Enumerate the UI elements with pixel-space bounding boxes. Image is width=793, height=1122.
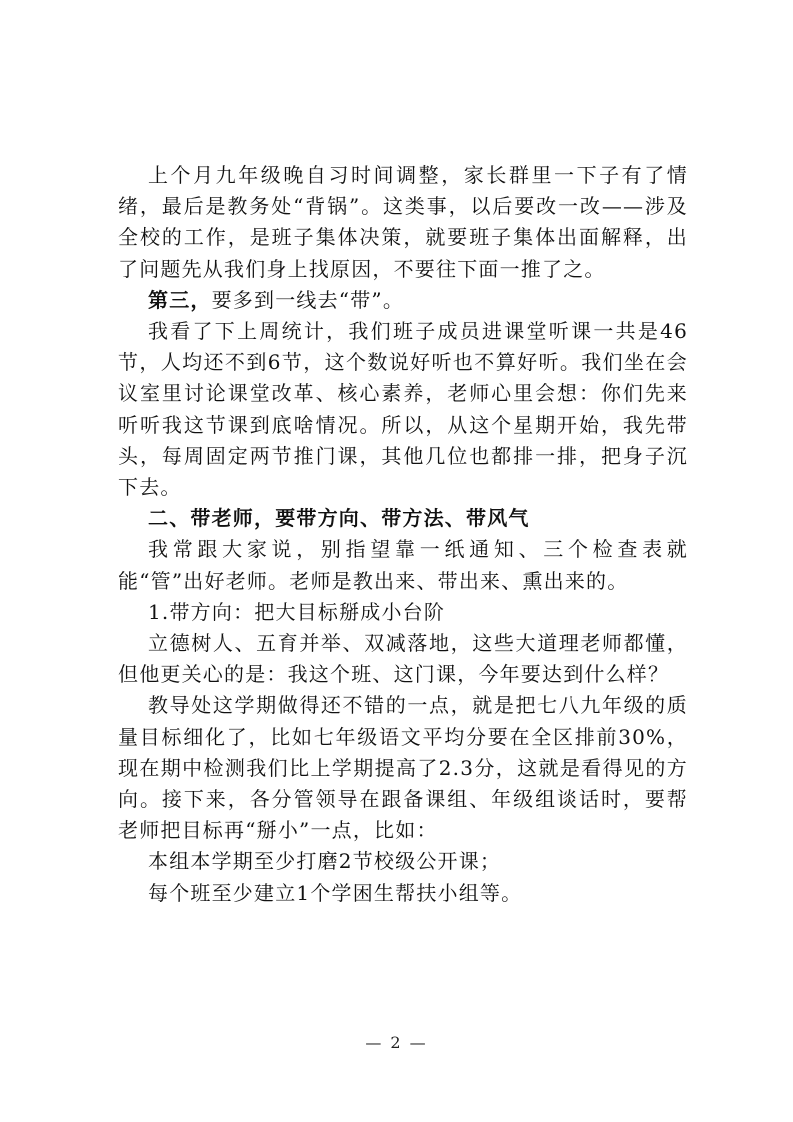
paragraph-example-support-groups: 每个班至少建立1个学困生帮扶小组等。 bbox=[148, 880, 523, 905]
paragraph-example-open-lessons: 本组本学期至少打磨2节校级公开课； bbox=[148, 849, 502, 874]
paragraph-third-point bbox=[118, 285, 688, 316]
paragraph-responsibility: 上个月九年级晚自习时间调整，家长群里一下子有了情绪，最后是教务处“背锅”。这类事，以后要改一改——涉及全校的工作，是班子集体决策，就要班子集体出面解释，出了问题先从我们身上找原因，不要往下面一推了之。 bbox=[118, 163, 688, 281]
third-point-label: 第三， bbox=[148, 287, 212, 312]
paragraph-big-principles: 立德树人、五育并举、双减落地，这些大道理老师都懂，但他更关心的是：我这个班、这门课，今年要达到什么样？ bbox=[118, 631, 688, 687]
third-point-text: 要多到一线去“带”。 bbox=[211, 287, 405, 312]
paragraph-teacher-growth: 我常跟大家说，别指望靠一纸通知、三个检查表就能“管”出好老师。老师是教出来、带出来、熏出来的。 bbox=[118, 537, 688, 593]
page-number: — 2 — bbox=[365, 1033, 428, 1052]
paragraph-classroom-statistics: 我看了下上周统计，我们班子成员进课堂听课一共是46节，人均还不到6节，这个数说好听也不算好听。我们坐在会议室里讨论课堂改革、核心素养，老师心里会想：你们先来听听我这节课到底啥情况。所以，从这个星期开始，我先带头，每周固定两节推门课，其他几位也都排一排，把身子沉下去。 bbox=[118, 319, 688, 500]
document-body bbox=[118, 160, 688, 909]
section-heading-teachers: 二、带老师，要带方向、带方法、带风气 bbox=[148, 506, 530, 531]
subheading-direction: 1.带方向：把大目标掰成小台阶 bbox=[148, 599, 446, 624]
paragraph-quality-targets: 教导处这学期做得还不错的一点，就是把七八九年级的质量目标细化了，比如七年级语文平均分要在全区排前30%，现在期中检测我们比上学期提高了2.3分，这就是看得见的方向。接下来，各分管领导在跟备课组、年级组谈话时，要帮老师把目标再“掰小”一点，比如： bbox=[118, 693, 688, 843]
